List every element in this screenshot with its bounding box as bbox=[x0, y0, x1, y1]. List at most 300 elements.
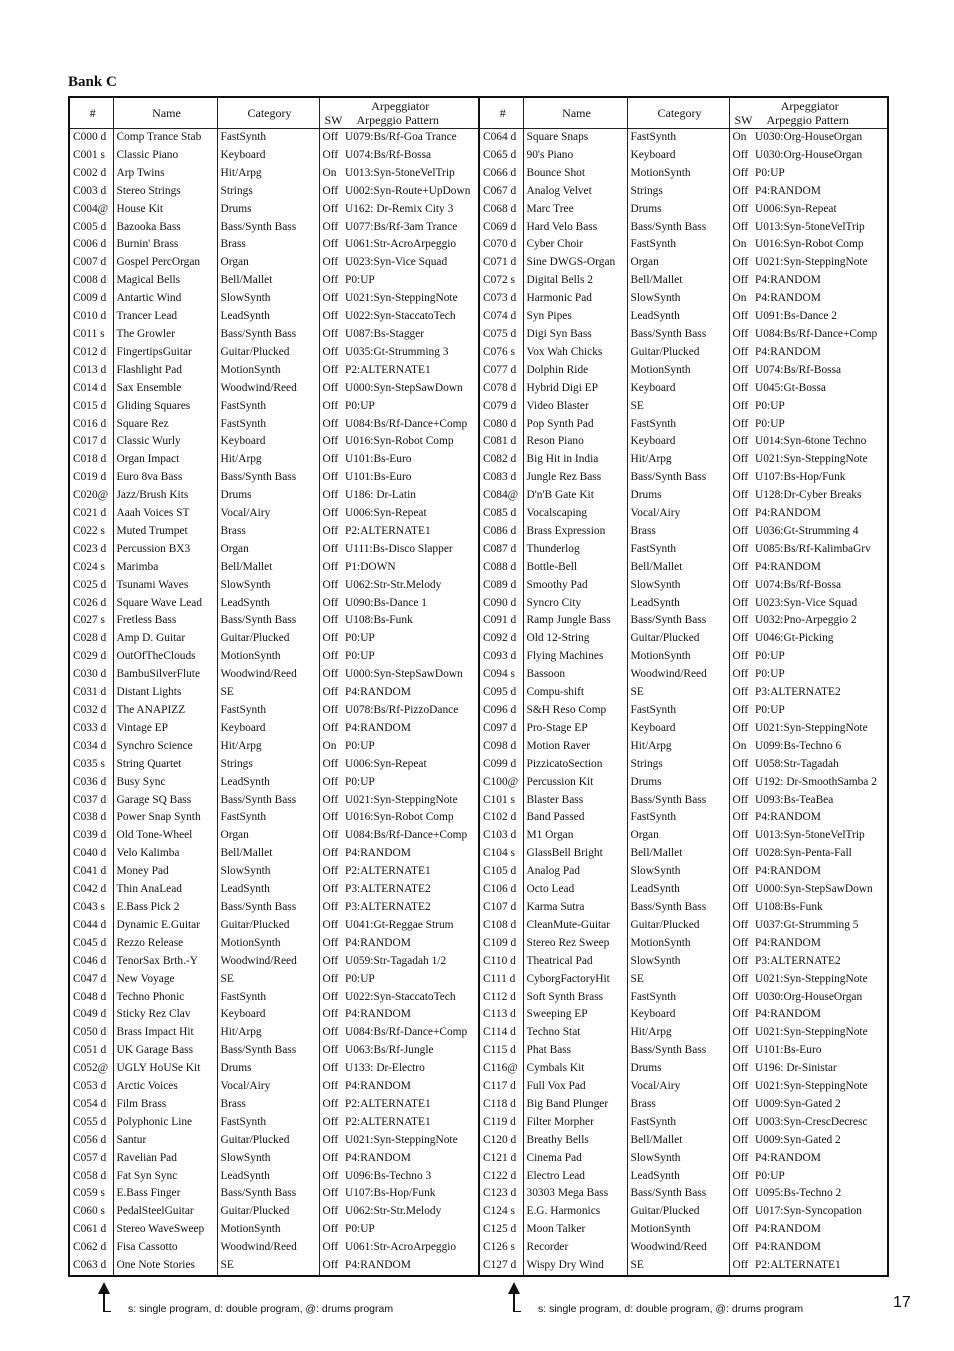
cell-category: Bass/Synth Bass bbox=[217, 326, 319, 344]
cell-category: LeadSynth bbox=[217, 1168, 319, 1186]
cell-category: Bass/Synth Bass bbox=[627, 469, 729, 487]
cell-number: C003 d bbox=[69, 183, 113, 201]
cell-sw: Off bbox=[319, 935, 345, 953]
cell-sw: On bbox=[319, 738, 345, 756]
cell-number: C040 d bbox=[69, 845, 113, 863]
cell-number: C013 d bbox=[69, 362, 113, 380]
cell-number: C004@ bbox=[69, 201, 113, 219]
table-row bbox=[69, 595, 888, 613]
table-row bbox=[69, 630, 888, 648]
cell-sw: Off bbox=[729, 809, 755, 827]
cell-sw: Off bbox=[729, 827, 755, 845]
cell-category: Bass/Synth Bass bbox=[627, 1042, 729, 1060]
table-row bbox=[69, 1060, 888, 1078]
cell-number: C023 d bbox=[69, 541, 113, 559]
cell-name: Flashlight Pad bbox=[113, 362, 217, 380]
cell-sw: Off bbox=[319, 272, 345, 290]
cell-name: Trancer Lead bbox=[113, 308, 217, 326]
cell-pattern: U101:Bs-Euro bbox=[755, 1042, 888, 1060]
cell-category: Keyboard bbox=[627, 433, 729, 451]
cell-sw: Off bbox=[319, 380, 345, 398]
cell-category: SlowSynth bbox=[627, 1150, 729, 1168]
cell-category: SlowSynth bbox=[627, 577, 729, 595]
cell-name: Jazz/Brush Kits bbox=[113, 487, 217, 505]
cell-category: Hit/Arpg bbox=[217, 451, 319, 469]
cell-sw: Off bbox=[729, 899, 755, 917]
cell-pattern: P4:RANDOM bbox=[755, 505, 888, 523]
cell-pattern: U021:Syn-SteppingNote bbox=[755, 451, 888, 469]
cell-sw: Off bbox=[319, 308, 345, 326]
cell-pattern: P2:ALTERNATE1 bbox=[345, 1114, 479, 1132]
cell-name: Analog Velvet bbox=[523, 183, 627, 201]
cell-name: Tsunami Waves bbox=[113, 577, 217, 595]
cell-name: Band Passed bbox=[523, 809, 627, 827]
cell-number: C027 s bbox=[69, 612, 113, 630]
cell-category: MotionSynth bbox=[217, 362, 319, 380]
cell-category: Keyboard bbox=[217, 433, 319, 451]
cell-name: Filter Morpher bbox=[523, 1114, 627, 1132]
cell-name: Syncro City bbox=[523, 595, 627, 613]
cell-number: C033 d bbox=[69, 720, 113, 738]
table-row bbox=[69, 1042, 888, 1060]
cell-sw: Off bbox=[729, 1168, 755, 1186]
cell-number: C101 s bbox=[479, 792, 523, 810]
cell-pattern: P0:UP bbox=[755, 165, 888, 183]
cell-category: Bell/Mallet bbox=[627, 845, 729, 863]
cell-pattern: U062:Str-Str.Melody bbox=[345, 1203, 479, 1221]
cell-name: Flying Machines bbox=[523, 648, 627, 666]
cell-pattern: U108:Bs-Funk bbox=[345, 612, 479, 630]
cell-category: Bell/Mallet bbox=[627, 272, 729, 290]
cell-name: The Growler bbox=[113, 326, 217, 344]
cell-pattern: P4:RANDOM bbox=[345, 1078, 479, 1096]
cell-number: C085 d bbox=[479, 505, 523, 523]
cell-category: Hit/Arpg bbox=[217, 738, 319, 756]
cell-sw: Off bbox=[729, 1042, 755, 1060]
cell-pattern: U021:Syn-SteppingNote bbox=[755, 1024, 888, 1042]
cell-pattern: U087:Bs-Stagger bbox=[345, 326, 479, 344]
cell-category: Vocal/Airy bbox=[217, 505, 319, 523]
cell-category: FastSynth bbox=[217, 398, 319, 416]
cell-pattern: P0:UP bbox=[345, 398, 479, 416]
cell-name: Stereo Rez Sweep bbox=[523, 935, 627, 953]
cell-sw: Off bbox=[319, 183, 345, 201]
cell-pattern: U022:Syn-StaccatoTech bbox=[345, 308, 479, 326]
cell-sw: Off bbox=[319, 827, 345, 845]
cell-sw: Off bbox=[319, 666, 345, 684]
cell-number: C011 s bbox=[69, 326, 113, 344]
cell-sw: Off bbox=[729, 1221, 755, 1239]
cell-name: OutOfTheClouds bbox=[113, 648, 217, 666]
cell-pattern: U037:Gt-Strumming 5 bbox=[755, 917, 888, 935]
cell-sw: Off bbox=[319, 1203, 345, 1221]
cell-name: Stereo WaveSweep bbox=[113, 1221, 217, 1239]
program-table bbox=[68, 96, 889, 1277]
cell-category: FastSynth bbox=[627, 541, 729, 559]
cell-pattern: P4:RANDOM bbox=[755, 863, 888, 881]
cell-number: C071 d bbox=[479, 254, 523, 272]
cell-pattern: U021:Syn-SteppingNote bbox=[345, 792, 479, 810]
cell-sw: Off bbox=[729, 165, 755, 183]
cell-name: Syn Pipes bbox=[523, 308, 627, 326]
cell-sw: Off bbox=[319, 1150, 345, 1168]
cell-number: C009 d bbox=[69, 290, 113, 308]
cell-sw: On bbox=[729, 236, 755, 254]
cell-pattern: P3:ALTERNATE2 bbox=[755, 953, 888, 971]
cell-category: Brass bbox=[217, 236, 319, 254]
cell-sw: Off bbox=[729, 1150, 755, 1168]
cell-sw: Off bbox=[729, 308, 755, 326]
cell-number: C050 d bbox=[69, 1024, 113, 1042]
cell-pattern: U021:Syn-SteppingNote bbox=[755, 254, 888, 272]
cell-sw: Off bbox=[319, 577, 345, 595]
cell-number: C054 d bbox=[69, 1096, 113, 1114]
cell-pattern: U101:Bs-Euro bbox=[345, 469, 479, 487]
cell-name: Wispy Dry Wind bbox=[523, 1257, 627, 1276]
cell-pattern: P4:RANDOM bbox=[755, 1150, 888, 1168]
cell-pattern: U000:Syn-StepSawDown bbox=[345, 666, 479, 684]
table-row bbox=[69, 469, 888, 487]
cell-pattern: U096:Bs-Techno 3 bbox=[345, 1168, 479, 1186]
cell-sw: Off bbox=[729, 362, 755, 380]
cell-number: C063 d bbox=[69, 1257, 113, 1276]
table-row bbox=[69, 1150, 888, 1168]
cell-name: Digi Syn Bass bbox=[523, 326, 627, 344]
cell-number: C000 d bbox=[69, 129, 113, 147]
table-row bbox=[69, 541, 888, 559]
cell-sw: Off bbox=[729, 541, 755, 559]
cell-pattern: P0:UP bbox=[345, 774, 479, 792]
table-row bbox=[69, 648, 888, 666]
cell-name: FingertipsGuitar bbox=[113, 344, 217, 362]
cell-pattern: P0:UP bbox=[755, 416, 888, 434]
cell-pattern: U013:Syn-5toneVelTrip bbox=[345, 165, 479, 183]
cell-pattern: U099:Bs-Techno 6 bbox=[755, 738, 888, 756]
cell-pattern: U074:Bs/Rf-Bossa bbox=[755, 577, 888, 595]
cell-number: C102 d bbox=[479, 809, 523, 827]
cell-pattern: P0:UP bbox=[345, 1221, 479, 1239]
cell-sw: Off bbox=[319, 416, 345, 434]
cell-name: Film Brass bbox=[113, 1096, 217, 1114]
cell-pattern: P4:RANDOM bbox=[755, 272, 888, 290]
cell-sw: Off bbox=[319, 344, 345, 362]
cell-number: C051 d bbox=[69, 1042, 113, 1060]
cell-name: Techno Phonic bbox=[113, 989, 217, 1007]
cell-sw: Off bbox=[729, 344, 755, 362]
table-body bbox=[69, 129, 888, 1277]
cell-number: C080 d bbox=[479, 416, 523, 434]
cell-pattern: U111:Bs-Disco Slapper bbox=[345, 541, 479, 559]
cell-name: Compu-shift bbox=[523, 684, 627, 702]
cell-pattern: U062:Str-Str.Melody bbox=[345, 577, 479, 595]
cell-name: The ANAPIZZ bbox=[113, 702, 217, 720]
cell-number: C062 d bbox=[69, 1239, 113, 1257]
cell-category: Guitar/Plucked bbox=[217, 630, 319, 648]
cell-category: LeadSynth bbox=[217, 308, 319, 326]
cell-sw: Off bbox=[729, 648, 755, 666]
cell-number: C069 d bbox=[479, 219, 523, 237]
cell-category: LeadSynth bbox=[217, 881, 319, 899]
cell-number: C029 d bbox=[69, 648, 113, 666]
table-row bbox=[69, 236, 888, 254]
cell-name: Electro Lead bbox=[523, 1168, 627, 1186]
table-row bbox=[69, 917, 888, 935]
cell-pattern: P0:UP bbox=[755, 398, 888, 416]
cell-name: Phat Bass bbox=[523, 1042, 627, 1060]
cell-number: C005 d bbox=[69, 219, 113, 237]
cell-pattern: U003:Syn-CrescDecresc bbox=[755, 1114, 888, 1132]
cell-pattern: U061:Str-AcroArpeggio bbox=[345, 1239, 479, 1257]
cell-name: Smoothy Pad bbox=[523, 577, 627, 595]
cell-sw: Off bbox=[319, 541, 345, 559]
header-arp-pattern: Arpeggio Pattern bbox=[356, 112, 439, 127]
cell-name: Full Vox Pad bbox=[523, 1078, 627, 1096]
cell-pattern: U107:Bs-Hop/Funk bbox=[345, 1185, 479, 1203]
cell-name: Bassoon bbox=[523, 666, 627, 684]
cell-sw: Off bbox=[729, 559, 755, 577]
cell-sw: Off bbox=[729, 1114, 755, 1132]
cell-sw: Off bbox=[729, 845, 755, 863]
cell-name: Antartic Wind bbox=[113, 290, 217, 308]
table-row bbox=[69, 989, 888, 1007]
cell-category: Bell/Mallet bbox=[217, 272, 319, 290]
cell-name: Brass Expression bbox=[523, 523, 627, 541]
cell-sw: Off bbox=[319, 505, 345, 523]
table-row bbox=[69, 487, 888, 505]
cell-pattern: P4:RANDOM bbox=[345, 1006, 479, 1024]
cell-sw: Off bbox=[729, 577, 755, 595]
cell-name: Harmonic Pad bbox=[523, 290, 627, 308]
cell-category: MotionSynth bbox=[627, 1221, 729, 1239]
cell-number: C056 d bbox=[69, 1132, 113, 1150]
cell-category: Vocal/Airy bbox=[627, 1078, 729, 1096]
cell-pattern: U192: Dr-SmoothSamba 2 bbox=[755, 774, 888, 792]
cell-pattern: U009:Syn-Gated 2 bbox=[755, 1096, 888, 1114]
cell-number: C078 d bbox=[479, 380, 523, 398]
cell-category: SlowSynth bbox=[627, 863, 729, 881]
table-row bbox=[69, 1239, 888, 1257]
cell-category: SE bbox=[627, 684, 729, 702]
cell-number: C039 d bbox=[69, 827, 113, 845]
cell-sw: Off bbox=[319, 1185, 345, 1203]
cell-category: Woodwind/Reed bbox=[217, 953, 319, 971]
cell-category: MotionSynth bbox=[627, 165, 729, 183]
cell-category: FastSynth bbox=[217, 129, 319, 147]
cell-sw: Off bbox=[729, 971, 755, 989]
cell-number: C116@ bbox=[479, 1060, 523, 1078]
table-row bbox=[69, 165, 888, 183]
cell-pattern: U016:Syn-Robot Comp bbox=[345, 809, 479, 827]
cell-sw: Off bbox=[319, 899, 345, 917]
cell-sw: Off bbox=[319, 774, 345, 792]
cell-name: Fisa Cassotto bbox=[113, 1239, 217, 1257]
cell-pattern: U133: Dr-Electro bbox=[345, 1060, 479, 1078]
cell-category: Hit/Arpg bbox=[217, 1024, 319, 1042]
cell-sw: Off bbox=[729, 1257, 755, 1276]
cell-sw: Off bbox=[729, 953, 755, 971]
cell-name: Sweeping EP bbox=[523, 1006, 627, 1024]
cell-number: C068 d bbox=[479, 201, 523, 219]
cell-category: MotionSynth bbox=[217, 935, 319, 953]
cell-category: Drums bbox=[627, 201, 729, 219]
cell-category: Guitar/Plucked bbox=[217, 917, 319, 935]
cell-number: C016 d bbox=[69, 416, 113, 434]
cell-sw: Off bbox=[319, 523, 345, 541]
cell-number: C091 d bbox=[479, 612, 523, 630]
cell-sw: On bbox=[729, 129, 755, 147]
table-row bbox=[69, 559, 888, 577]
cell-pattern: U016:Syn-Robot Comp bbox=[755, 236, 888, 254]
cell-sw: Off bbox=[729, 595, 755, 613]
cell-number: C123 d bbox=[479, 1185, 523, 1203]
table-row bbox=[69, 398, 888, 416]
cell-name: Ramp Jungle Bass bbox=[523, 612, 627, 630]
cell-name: Marimba bbox=[113, 559, 217, 577]
cell-sw: Off bbox=[319, 326, 345, 344]
table-row bbox=[69, 953, 888, 971]
cell-pattern: P4:RANDOM bbox=[755, 1239, 888, 1257]
cell-number: C021 d bbox=[69, 505, 113, 523]
cell-sw: Off bbox=[319, 756, 345, 774]
table-row bbox=[69, 272, 888, 290]
cell-pattern: U021:Syn-SteppingNote bbox=[755, 971, 888, 989]
cell-sw: Off bbox=[729, 612, 755, 630]
cell-name: UK Garage Bass bbox=[113, 1042, 217, 1060]
cell-pattern: U006:Syn-Repeat bbox=[345, 505, 479, 523]
cell-number: C117 d bbox=[479, 1078, 523, 1096]
table-row bbox=[69, 254, 888, 272]
cell-pattern: P4:RANDOM bbox=[345, 935, 479, 953]
cell-number: C124 s bbox=[479, 1203, 523, 1221]
cell-sw: Off bbox=[729, 433, 755, 451]
cell-number: C119 d bbox=[479, 1114, 523, 1132]
cell-sw: Off bbox=[729, 863, 755, 881]
cell-name: Reson Piano bbox=[523, 433, 627, 451]
table-row bbox=[69, 612, 888, 630]
cell-name: Hard Velo Bass bbox=[523, 219, 627, 237]
cell-sw: Off bbox=[319, 881, 345, 899]
cell-number: C015 d bbox=[69, 398, 113, 416]
cell-sw: Off bbox=[729, 1239, 755, 1257]
table-row bbox=[69, 756, 888, 774]
cell-sw: Off bbox=[319, 559, 345, 577]
cell-number: C115 d bbox=[479, 1042, 523, 1060]
cell-sw: Off bbox=[319, 702, 345, 720]
cell-sw: Off bbox=[319, 684, 345, 702]
cell-name: Magical Bells bbox=[113, 272, 217, 290]
cell-name: CleanMute-Guitar bbox=[523, 917, 627, 935]
cell-category: SlowSynth bbox=[217, 290, 319, 308]
cell-category: Guitar/Plucked bbox=[627, 917, 729, 935]
cell-number: C081 d bbox=[479, 433, 523, 451]
cell-pattern: P0:UP bbox=[345, 971, 479, 989]
cell-pattern: U085:Bs/Rf-KalimbaGrv bbox=[755, 541, 888, 559]
cell-name: PizzicatoSection bbox=[523, 756, 627, 774]
cell-category: FastSynth bbox=[627, 1114, 729, 1132]
cell-sw: Off bbox=[319, 1239, 345, 1257]
cell-category: Bass/Synth Bass bbox=[217, 612, 319, 630]
cell-number: C106 d bbox=[479, 881, 523, 899]
cell-category: LeadSynth bbox=[627, 1168, 729, 1186]
cell-name: Classic Piano bbox=[113, 147, 217, 165]
cell-sw: Off bbox=[319, 953, 345, 971]
cell-category: MotionSynth bbox=[627, 362, 729, 380]
cell-number: C049 d bbox=[69, 1006, 113, 1024]
cell-number: C006 d bbox=[69, 236, 113, 254]
cell-sw: Off bbox=[729, 989, 755, 1007]
cell-sw: Off bbox=[729, 1132, 755, 1150]
cell-sw: Off bbox=[319, 971, 345, 989]
cell-pattern: U028:Syn-Penta-Fall bbox=[755, 845, 888, 863]
cell-number: C076 s bbox=[479, 344, 523, 362]
cell-number: C083 d bbox=[479, 469, 523, 487]
cell-name: 30303 Mega Bass bbox=[523, 1185, 627, 1203]
table-row bbox=[69, 971, 888, 989]
cell-pattern: U009:Syn-Gated 2 bbox=[755, 1132, 888, 1150]
cell-category: Drums bbox=[627, 1060, 729, 1078]
cell-number: C113 d bbox=[479, 1006, 523, 1024]
cell-number: C022 s bbox=[69, 523, 113, 541]
table-row bbox=[69, 792, 888, 810]
cell-number: C026 d bbox=[69, 595, 113, 613]
table-row bbox=[69, 1168, 888, 1186]
cell-sw: Off bbox=[729, 147, 755, 165]
cell-pattern: U017:Syn-Syncopation bbox=[755, 1203, 888, 1221]
cell-number: C031 d bbox=[69, 684, 113, 702]
cell-category: SE bbox=[217, 1257, 319, 1276]
cell-name: Euro 8va Bass bbox=[113, 469, 217, 487]
cell-number: C090 d bbox=[479, 595, 523, 613]
header-category: Category bbox=[627, 97, 729, 129]
cell-name: 90's Piano bbox=[523, 147, 627, 165]
cell-number: C096 d bbox=[479, 702, 523, 720]
table-row bbox=[69, 809, 888, 827]
table-row bbox=[69, 1221, 888, 1239]
cell-name: Analog Pad bbox=[523, 863, 627, 881]
cell-category: SE bbox=[627, 398, 729, 416]
cell-sw: Off bbox=[319, 1168, 345, 1186]
cell-category: Bass/Synth Bass bbox=[217, 899, 319, 917]
table-row bbox=[69, 881, 888, 899]
cell-sw: On bbox=[729, 290, 755, 308]
cell-number: C059 s bbox=[69, 1185, 113, 1203]
cell-number: C121 d bbox=[479, 1150, 523, 1168]
cell-number: C126 s bbox=[479, 1239, 523, 1257]
cell-name: M1 Organ bbox=[523, 827, 627, 845]
cell-name: Power Snap Synth bbox=[113, 809, 217, 827]
cell-pattern: U013:Syn-5toneVelTrip bbox=[755, 219, 888, 237]
cell-category: FastSynth bbox=[627, 989, 729, 1007]
cell-name: Santur bbox=[113, 1132, 217, 1150]
cell-sw: Off bbox=[729, 881, 755, 899]
cell-pattern: U030:Org-HouseOrgan bbox=[755, 147, 888, 165]
cell-sw: Off bbox=[319, 398, 345, 416]
table-row bbox=[69, 416, 888, 434]
cell-sw: Off bbox=[319, 1024, 345, 1042]
cell-category: Drums bbox=[217, 201, 319, 219]
cell-pattern: U162: Dr-Remix City 3 bbox=[345, 201, 479, 219]
cell-pattern: U021:Syn-SteppingNote bbox=[755, 1078, 888, 1096]
cell-number: C064 d bbox=[479, 129, 523, 147]
cell-category: Hit/Arpg bbox=[627, 1024, 729, 1042]
cell-number: C019 d bbox=[69, 469, 113, 487]
cell-category: SlowSynth bbox=[217, 863, 319, 881]
cell-sw: Off bbox=[729, 272, 755, 290]
footnote-left: s: single program, d: double program, @: drums program bbox=[128, 1303, 394, 1315]
cell-category: Organ bbox=[217, 827, 319, 845]
cell-sw: Off bbox=[319, 1096, 345, 1114]
cell-number: C074 d bbox=[479, 308, 523, 326]
